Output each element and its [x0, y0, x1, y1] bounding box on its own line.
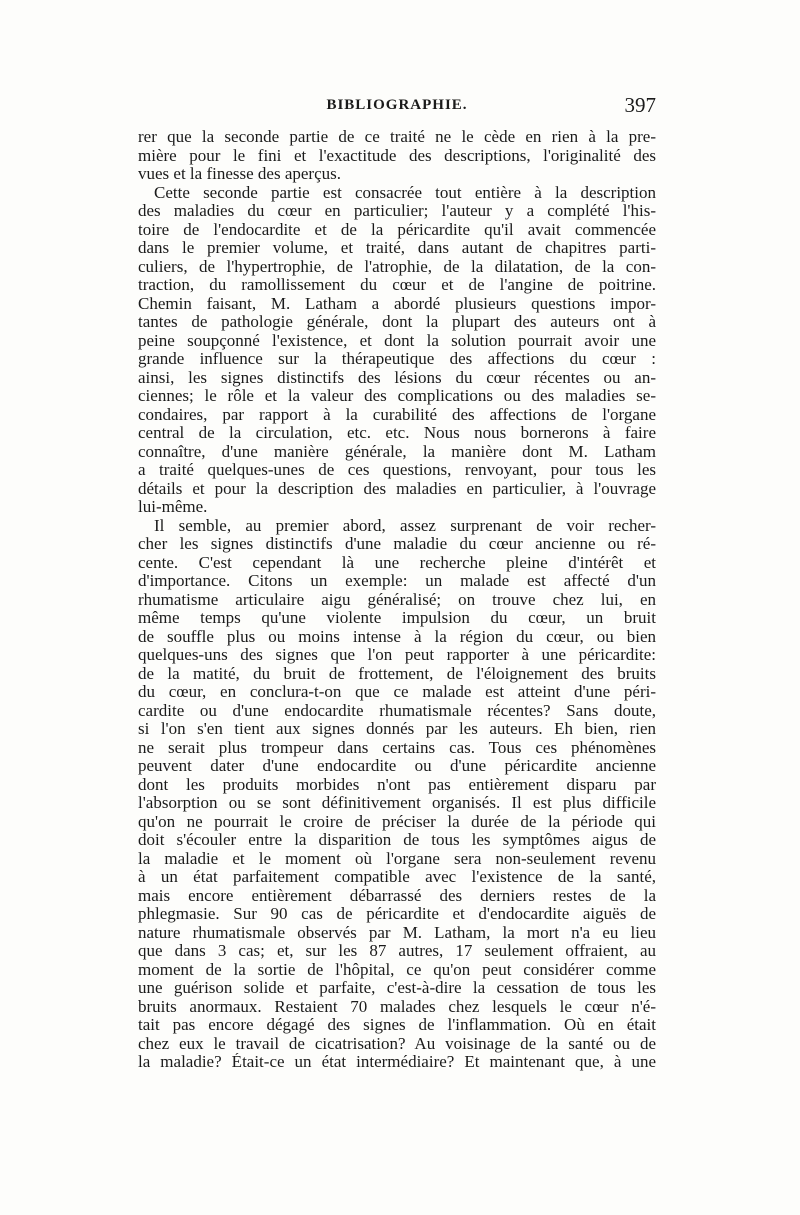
text-line: condaires, par rapport à la curabilité des affections de l'organe	[138, 405, 656, 424]
text-line: Chemin faisant, M. Latham a abordé plusieurs questions impor-	[138, 294, 656, 313]
text-line: mais encore entièrement débarrassé des derniers restes de la	[138, 886, 656, 905]
text-line: phlegmasie. Sur 90 cas de péricardite et d'endocardite aiguës de	[138, 905, 656, 923]
text-line: vues et la finesse des aperçus.	[138, 165, 341, 183]
text-line: une guérison solide et parfaite, c'est-à-dire la cessation de tous les	[138, 979, 656, 997]
text-line: ciennes; le rôle et la valeur des complications ou des maladies se-	[138, 387, 656, 405]
text-line: peuvent dater d'une endocardite ou d'une péricardite ancienne	[138, 757, 656, 775]
text-line: dont les produits morbides n'ont pas entièrement disparu par	[138, 775, 656, 794]
text-line: moment de la sortie de l'hôpital, ce qu'on peut considérer comme	[138, 960, 656, 979]
text-line: ne serait plus trompeur dans certains cas. Tous ces phénomènes	[138, 738, 656, 757]
text-line: doit s'écouler entre la disparition de tous les symptômes aigus de	[138, 831, 656, 849]
text-line: grande influence sur la thérapeutique des affections du cœur :	[138, 350, 656, 368]
text-line: d'importance. Citons un exemple: un malade est affecté d'un	[138, 572, 656, 590]
text-line: de la matité, du bruit de frottement, de l'éloignement des bruits	[138, 664, 656, 683]
text-line: nature rhumatismale observés par M. Latham, la mort n'a eu lieu	[138, 923, 656, 942]
text-line: ainsi, les signes distinctifs des lésions du cœur récentes ou an-	[138, 368, 656, 387]
body-text	[138, 128, 656, 1072]
text-line: quelques-uns des signes que l'on peut rapporter à une péricardite:	[138, 646, 656, 664]
text-line: la maladie? Était-ce un état intermédiaire? Et maintenant que, à une	[138, 1053, 656, 1071]
text-line: la maladie et le moment où l'organe sera non-seulement revenu	[138, 849, 656, 868]
running-title: BIBLIOGRAPHIE.	[326, 97, 468, 113]
text-line: lui-même.	[138, 498, 208, 516]
text-line: Il semble, au premier abord, assez surprenant de voir recher-	[154, 516, 656, 535]
page-header	[138, 93, 656, 123]
text-line: détails et pour la description des maladies en particulier, à l'ouvrage	[138, 479, 656, 498]
text-line: culiers, de l'hypertrophie, de l'atrophie, de la dilatation, de la con-	[138, 257, 656, 276]
text-line: traction, du ramollissement du cœur et de l'angine de poitrine.	[138, 276, 656, 294]
text-line: connaître, d'une manière générale, la manière dont M. Latham	[138, 442, 656, 461]
text-line: chez eux le travail de cicatrisation? Au voisinage de la santé ou de	[138, 1034, 656, 1053]
text-line: tait pas encore dégagé des signes de l'inflammation. Où en était	[138, 1016, 656, 1034]
text-line: à un état parfaitement compatible avec l'existence de la santé,	[138, 868, 656, 886]
text-line: rer que la seconde partie de ce traité ne le cède en rien à la pre-	[138, 128, 656, 146]
text-line: si l'on s'en tient aux signes donnés par les auteurs. Eh bien, rien	[138, 720, 656, 738]
text-line: Cette seconde partie est consacrée tout entière à la description	[154, 183, 656, 202]
text-line: bruits anormaux. Restaient 70 malades chez lesquels le cœur n'é-	[138, 997, 656, 1016]
text-line: cher les signes distinctifs d'une maladie du cœur ancienne ou ré-	[138, 535, 656, 553]
text-line: des maladies du cœur en particulier; l'auteur y a complété l'his-	[138, 202, 656, 220]
text-line: a traité quelques-unes de ces questions, renvoyant, pour tous les	[138, 461, 656, 479]
text-line: que dans 3 cas; et, sur les 87 autres, 17 seulement offraient, au	[138, 942, 656, 960]
text-line: cente. C'est cependant là une recherche pleine d'intérêt et	[138, 553, 656, 572]
text-line: tantes de pathologie générale, dont la plupart des auteurs ont à	[138, 313, 656, 331]
text-line: qu'on ne pourrait le croire de préciser la durée de la période qui	[138, 812, 656, 831]
text-line: l'absorption ou se sont définitivement organisés. Il est plus difficile	[138, 794, 656, 812]
text-line: toire de l'endocardite et de la péricardite qu'il avait commencée	[138, 220, 656, 239]
text-line: rhumatisme articulaire aigu généralisé; on trouve chez lui, en	[138, 590, 656, 609]
text-line: peine soupçonné l'existence, et dont la solution pourrait avoir une	[138, 331, 656, 350]
text-line: dans le premier volume, et traité, dans autant de chapitres parti-	[138, 239, 656, 257]
text-line: même temps qu'une violente impulsion du cœur, un bruit	[138, 609, 656, 627]
text-line: cardite ou d'une endocardite rhumatismale récentes? Sans doute,	[138, 701, 656, 720]
text-line: mière pour le fini et l'exactitude des descriptions, l'originalité des	[138, 146, 656, 165]
text-line: de souffle plus ou moins intense à la région du cœur, ou bien	[138, 627, 656, 646]
text-line: central de la circulation, etc. etc. Nous nous bornerons à faire	[138, 424, 656, 442]
text-line: du cœur, en conclura-t-on que ce malade est atteint d'une péri-	[138, 683, 656, 701]
page-number: 397	[624, 93, 656, 117]
